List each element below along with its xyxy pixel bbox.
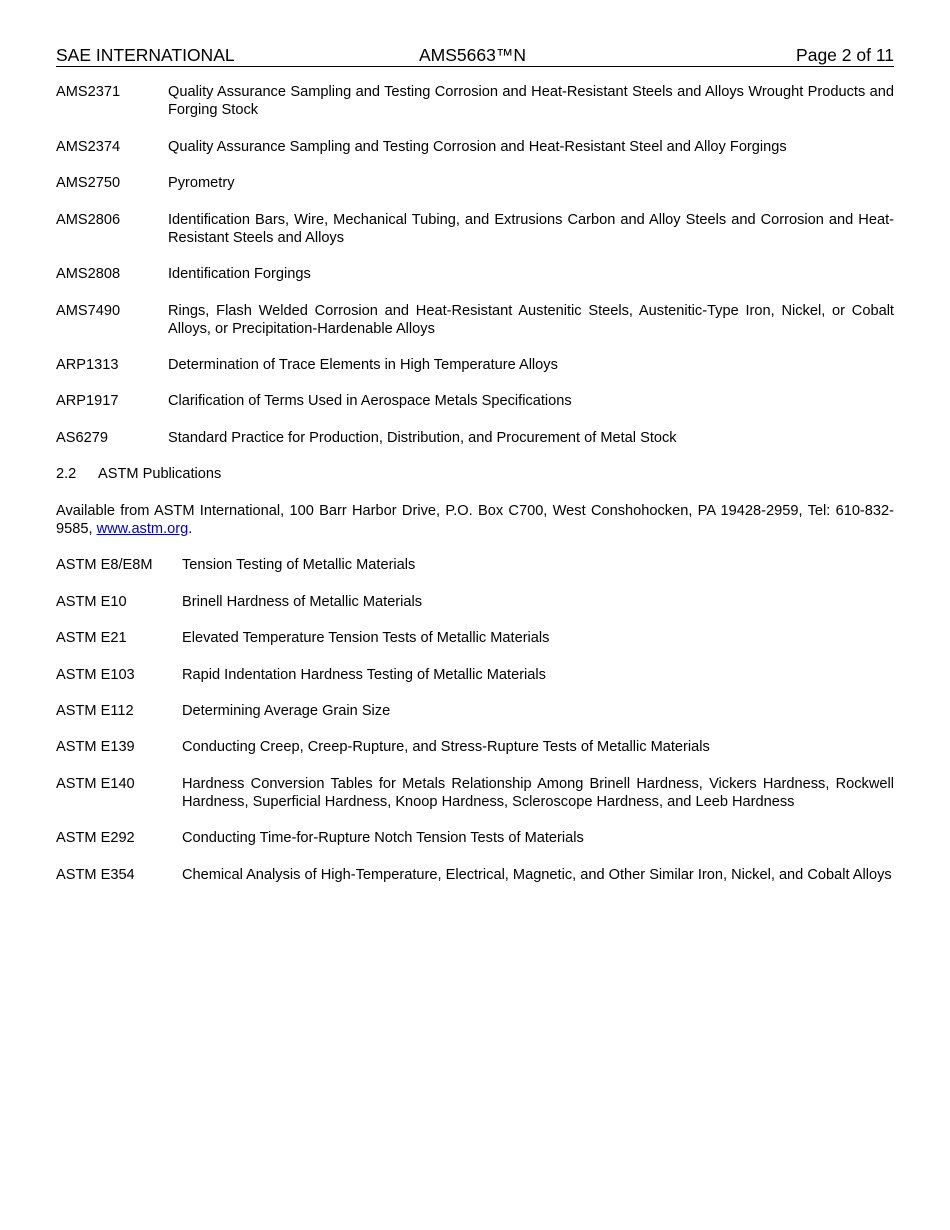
reference-title: Quality Assurance Sampling and Testing Corrosion and Heat-Resistant Steels and Alloys Wrought Products and Forging Stock [168, 84, 894, 118]
reference-code: AMS2374 [56, 139, 121, 155]
reference-entry [56, 392, 894, 410]
page-header [56, 44, 894, 67]
header-org: SAE INTERNATIONAL [56, 45, 235, 65]
reference-code: ARP1313 [56, 357, 119, 373]
reference-code: ASTM E292 [56, 830, 135, 846]
availability-suffix: . [188, 521, 193, 537]
reference-code: AS6279 [56, 430, 108, 446]
reference-title: Pyrometry [168, 175, 235, 191]
availability-text: Available from ASTM International, 100 Barr Harbor Drive, P.O. Box C700, West Conshohocken, PA 19428-2959, Tel: 610-832-9585, [56, 503, 894, 537]
reference-title: Rapid Indentation Hardness Testing of Metallic Materials [182, 667, 546, 683]
reference-title: Determination of Trace Elements in High Temperature Alloys [168, 357, 558, 373]
reference-title: Clarification of Terms Used in Aerospace Metals Specifications [168, 393, 572, 409]
reference-code: ASTM E354 [56, 867, 135, 883]
reference-code: ASTM E8/E8M [56, 557, 153, 573]
reference-entry [56, 83, 894, 119]
reference-entry [56, 829, 894, 847]
reference-code: AMS2806 [56, 212, 121, 228]
reference-title: Quality Assurance Sampling and Testing Corrosion and Heat-Resistant Steel and Alloy Forgings [168, 139, 787, 155]
reference-entry [56, 593, 894, 611]
reference-code: AMS2750 [56, 175, 121, 191]
reference-title: Brinell Hardness of Metallic Materials [182, 594, 423, 610]
reference-title: Determining Average Grain Size [182, 703, 391, 719]
reference-entry [56, 556, 894, 574]
reference-title: Tension Testing of Metallic Materials [182, 557, 416, 573]
reference-entry [56, 629, 894, 647]
reference-code: ASTM E139 [56, 739, 135, 755]
reference-entry [56, 356, 894, 374]
reference-title: Conducting Creep, Creep-Rupture, and Stress-Rupture Tests of Metallic Materials [182, 739, 710, 755]
reference-code: ASTM E103 [56, 667, 135, 683]
reference-title: Hardness Conversion Tables for Metals Relationship Among Brinell Hardness, Vickers Hardness, Rockwell Hardness, Superficial Hardness, Knoop Hardness, Scleroscope Hardness, and Leeb Hardness [182, 776, 894, 810]
reference-code: AMS7490 [56, 303, 121, 319]
reference-entry [56, 429, 894, 447]
reference-code: ASTM E112 [56, 703, 134, 719]
reference-code: ARP1917 [56, 393, 119, 409]
reference-entry [56, 174, 894, 192]
reference-entry [56, 866, 894, 884]
reference-code: ASTM E21 [56, 630, 127, 646]
reference-entry [56, 775, 894, 811]
reference-title: Elevated Temperature Tension Tests of Metallic Materials [182, 630, 550, 646]
reference-title: Identification Bars, Wire, Mechanical Tubing, and Extrusions Carbon and Alloy Steels and Corrosion and Heat-Resistant Steels and Alloys [168, 212, 894, 246]
reference-code: AMS2371 [56, 84, 121, 100]
reference-entry [56, 666, 894, 684]
reference-title: Rings, Flash Welded Corrosion and Heat-Resistant Austenitic Steels, Austenitic-Type Iron, Nickel, or Cobalt Alloys, or Precipitation-Hardenable Alloys [168, 303, 894, 337]
reference-title: Identification Forgings [168, 266, 311, 282]
reference-code: AMS2808 [56, 266, 121, 282]
section-number: 2.2 [56, 466, 77, 482]
reference-title: Chemical Analysis of High-Temperature, Electrical, Magnetic, and Other Similar Iron, Nickel, and Cobalt Alloys [182, 867, 892, 883]
reference-code: ASTM E140 [56, 776, 135, 792]
reference-entry [56, 265, 894, 283]
reference-entry [56, 211, 894, 247]
section-title: ASTM Publications [98, 466, 222, 482]
reference-entry [56, 302, 894, 338]
reference-code: ASTM E10 [56, 594, 127, 610]
reference-entry [56, 738, 894, 756]
availability-paragraph [56, 502, 894, 538]
reference-title: Standard Practice for Production, Distribution, and Procurement of Metal Stock [168, 430, 677, 446]
reference-entry [56, 138, 894, 156]
header-doc-id: AMS5663™N [419, 45, 526, 65]
header-page-number: Page 2 of 11 [796, 45, 894, 65]
astm-website-link[interactable]: www.astm.org [96, 521, 189, 537]
reference-entry [56, 702, 894, 720]
section-heading [56, 465, 221, 483]
reference-title: Conducting Time-for-Rupture Notch Tension Tests of Materials [182, 830, 584, 846]
